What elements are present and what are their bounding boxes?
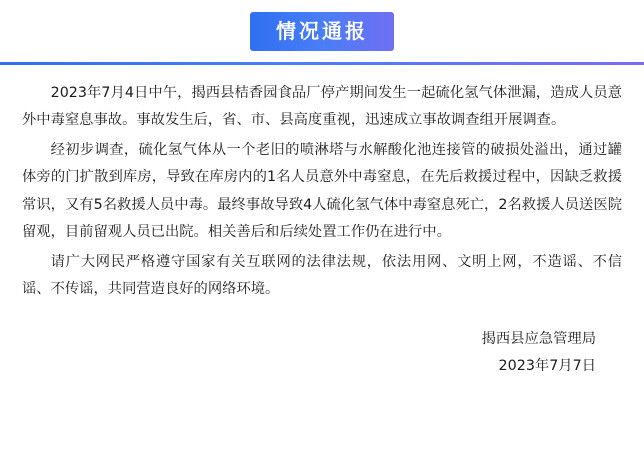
- document-header: [0, 0, 644, 62]
- signature-date: 2023年7月7日: [498, 358, 596, 375]
- document-body: [0, 62, 644, 381]
- header-divider: [0, 62, 644, 65]
- paragraph: 经初步调查，硫化氢气体从一个老旧的喷淋塔与水解酸化池连接管的破损处溢出，通过罐体旁的门扩散到库房，导致在库房内的1名人员意外中毒窒息，在先后救援过程中，因缺乏救援常识，又有5名救援人员中毒。最终事故导致4人硫化氢气体中毒窒息死亡，2名救援人员送医院留观，目前留观人员已出院。相关善后和后续处置工作仍在进行中。: [22, 141, 622, 241]
- paragraph: 请广大网民严格遵守国家有关互联网的法律法规，依法用网、文明上网，不造谣、不信谣、不传谣，共同营造良好的网络环境。: [22, 253, 622, 298]
- signature-block: [22, 326, 622, 382]
- page-title: 情况通报: [250, 12, 394, 51]
- paragraph: 2023年7月4日中午，揭西县桔香园食品厂停产期间发生一起硫化氢气体泄漏，造成人员意外中毒窒息事故。事故发生后，省、市、县高度重视，迅速成立事故调查组开展调查。: [22, 85, 622, 129]
- signature-organization: 揭西县应急管理局: [481, 330, 596, 347]
